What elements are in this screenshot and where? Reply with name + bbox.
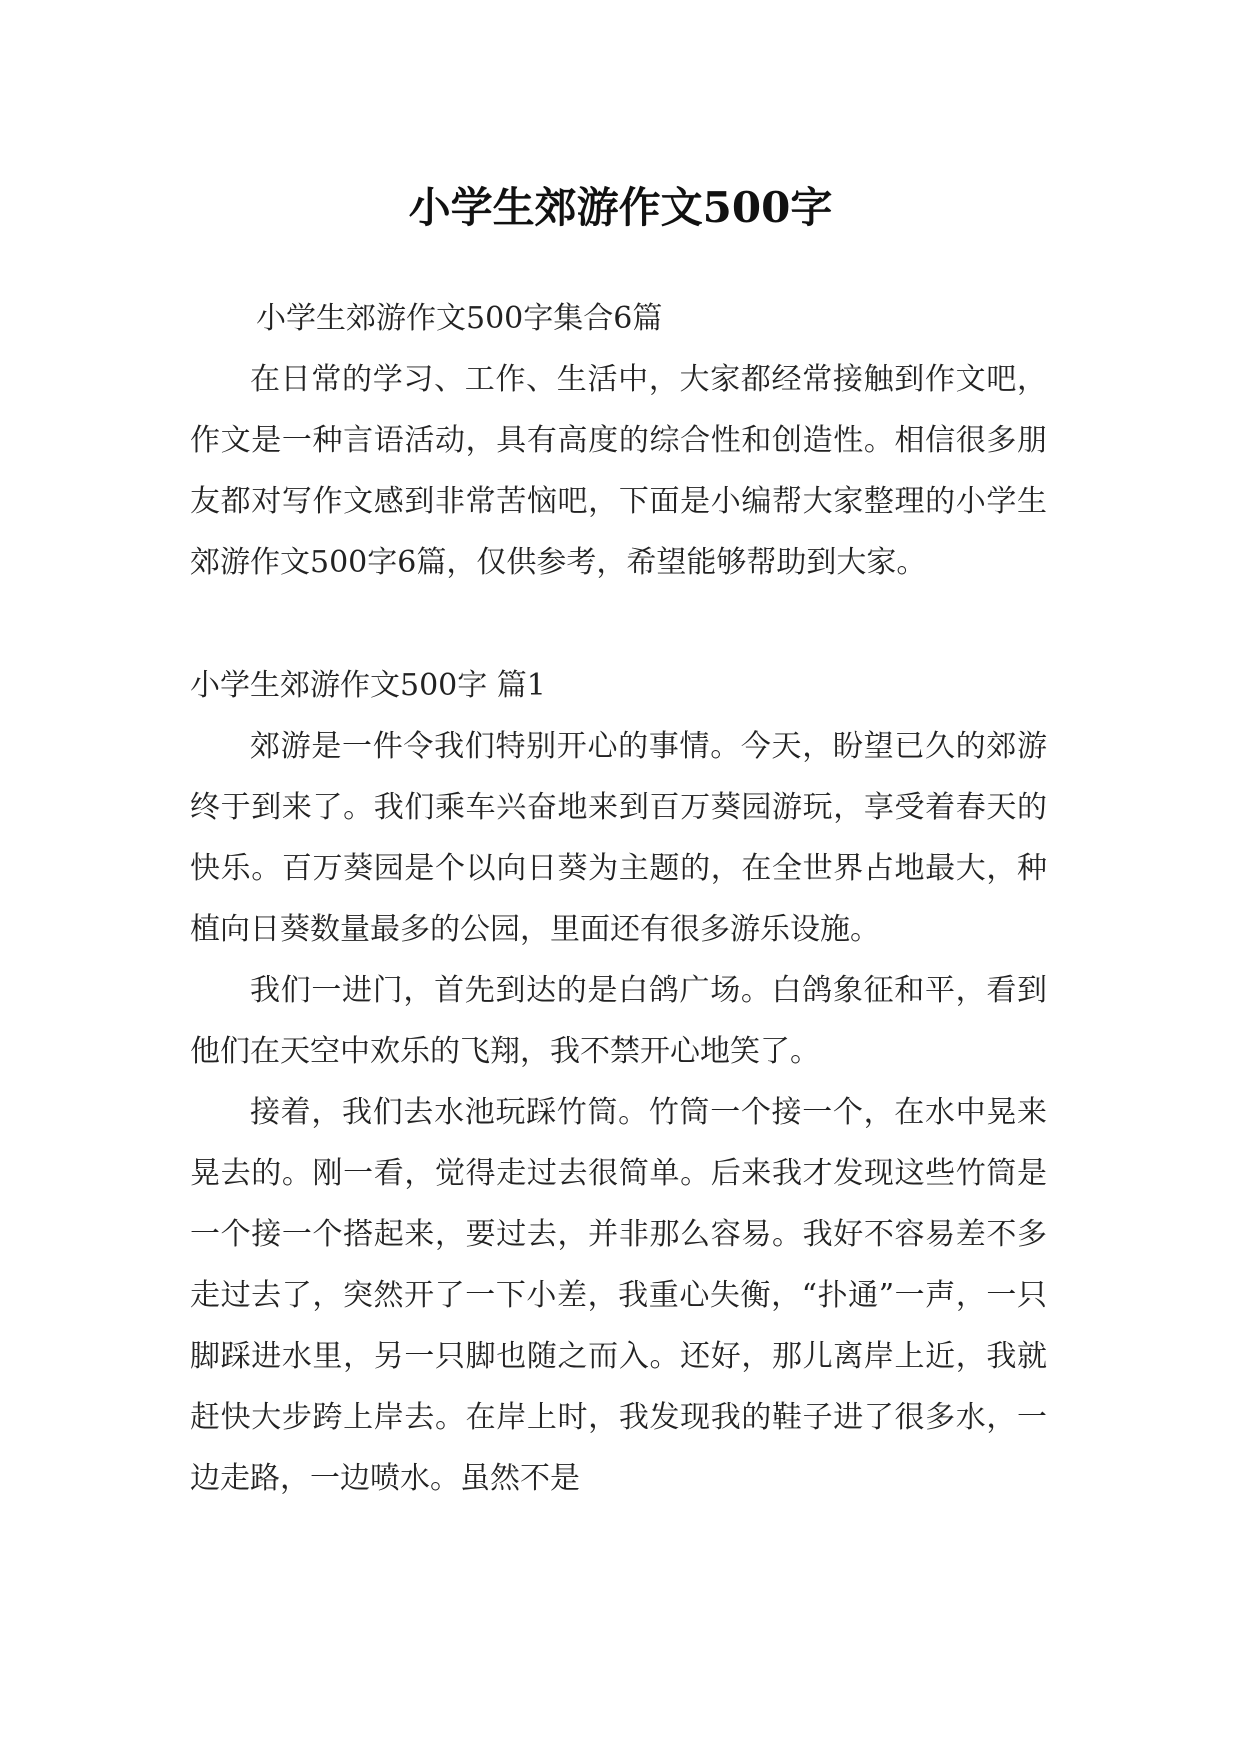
body-paragraph: 接着，我们去水池玩踩竹筒。竹筒一个接一个，在水中晃来晃去的。刚一看，觉得走过去很简单。后来我才发现这些竹筒是一个接一个搭起来，要过去，并非那么容易。我好不容易差不多走过去了，突然开了一下小差，我重心失衡，“扑通”一声，一只脚踩进水里，另一只脚也随之而入。还好，那儿离岸上近，我就赶快大步跨上岸去。在岸上时，我发现我的鞋子进了很多水，一边走路，一边喷水。虽然不是 [190,1095,1047,1496]
body-paragraph: 郊游是一件令我们特别开心的事情。今天，盼望已久的郊游终于到来了。我们乘车兴奋地来到百万葵园游玩，享受着春天的快乐。百万葵园是个以向日葵为主题的，在全世界占地最大，种植向日葵数量最多的公园，里面还有很多游乐设施。 [190,729,1047,947]
body-paragraph: 我们一进门，首先到达的是白鸽广场。白鸽象征和平，看到他们在天空中欢乐的飞翔，我不禁开心地笑了。 [190,973,1047,1069]
subtitle: 小学生郊游作文500字集合6篇 [256,301,663,336]
section-heading: 小学生郊游作文500字 篇1 [190,668,546,703]
intro-paragraph: 在日常的学习、工作、生活中，大家都经常接触到作文吧，作文是一种言语活动，具有高度的综合性和创造性。相信很多朋友都对写作文感到非常苦恼吧，下面是小编帮大家整理的小学生郊游作文500字6篇，仅供参考，希望能够帮助到大家。 [190,362,1047,580]
document-body [190,288,1047,1509]
document-title: 小学生郊游作文500字 [408,183,833,233]
